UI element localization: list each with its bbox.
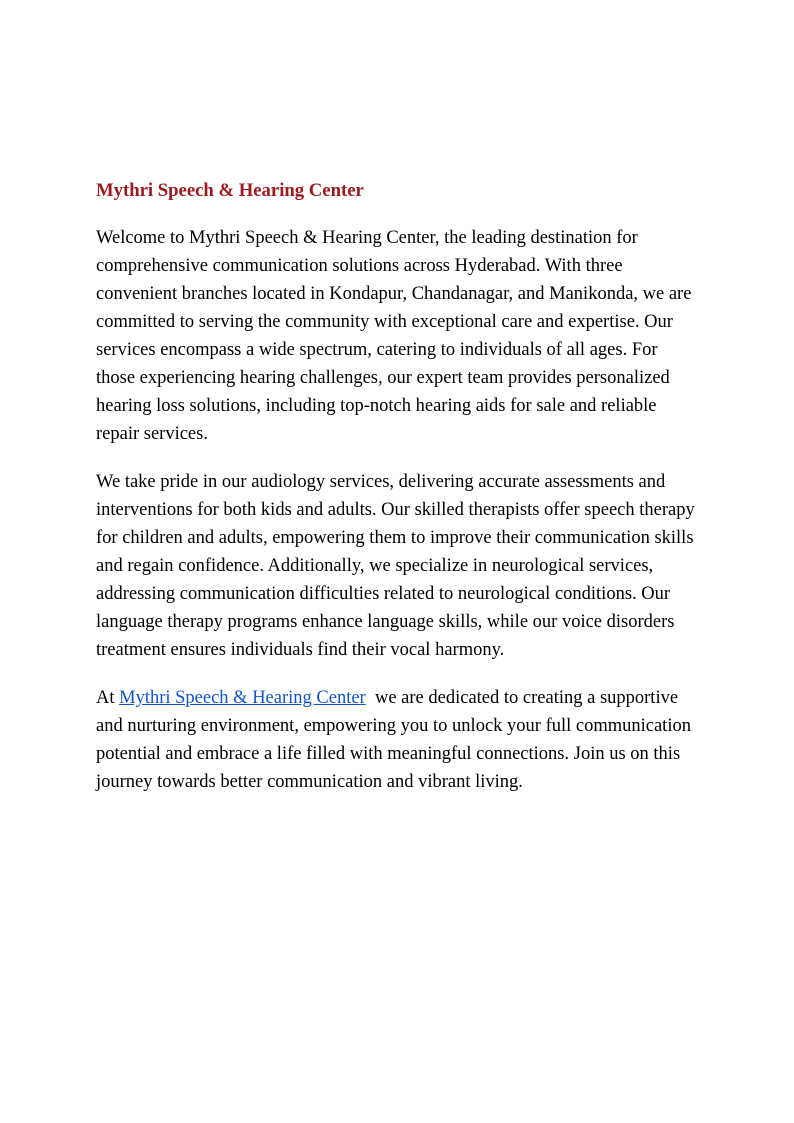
mythri-center-link[interactable]: Mythri Speech & Hearing Center	[119, 688, 366, 708]
paragraph-services: We take pride in our audiology services, delivering accurate assessments and interventions for both kids and adults. Our skilled therapists offer speech therapy for children and adults, empowering them to improve their communication skills and regain confidence. Additionally, we specialize in neurological services, addressing communication difficulties related to neurological conditions. Our language therapy programs enhance language skills, while our voice disorders treatment ensures individuals find their vocal harmony.	[96, 472, 700, 660]
paragraph-closing	[96, 684, 700, 796]
paragraph-intro: Welcome to Mythri Speech & Hearing Center, the leading destination for comprehensive communication solutions across Hyderabad. With three convenient branches located in Kondapur, Chandanagar, and Manikonda, we are committed to serving the community with exceptional care and expertise. Our services encompass a wide spectrum, catering to individuals of all ages. For those experiencing hearing challenges, our expert team provides personalized hearing loss solutions, including top-notch hearing aids for sale and reliable repair services.	[96, 228, 697, 444]
closing-text-after-link: we are dedicated to creating a supportive and nurturing environment, empowering you to unlock your full communication potential and embrace a life filled with meaningful connections. Join us on this journey towards better communication and vibrant living.	[96, 688, 696, 792]
page-title: Mythri Speech & Hearing Center	[96, 180, 364, 201]
closing-text-before-link: At	[96, 688, 120, 708]
